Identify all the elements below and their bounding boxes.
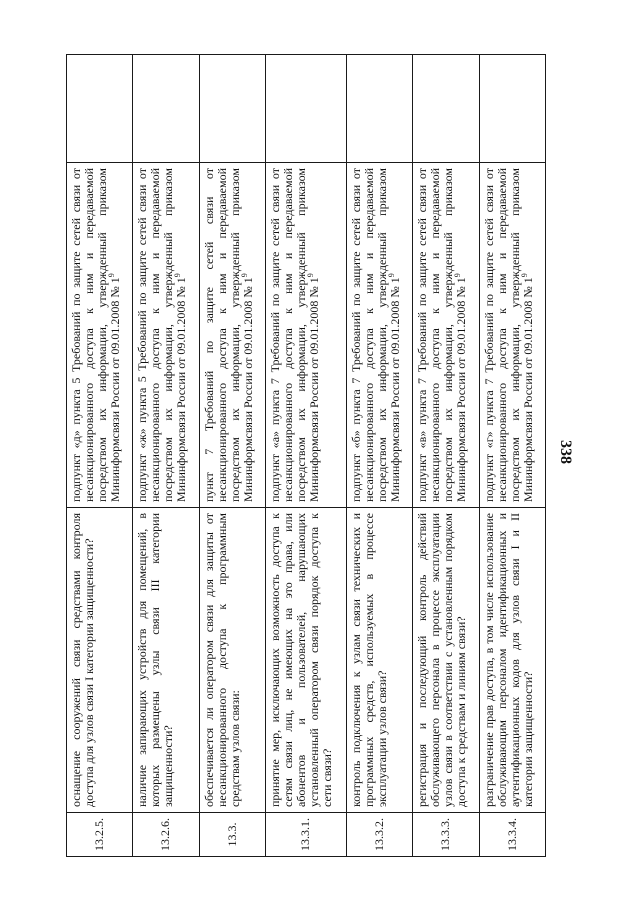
reference-cell <box>479 163 545 508</box>
reference-text: подпункт «в» пункта 7 Требований по защите сетей связи от несанкционированного доступа к ним и передаваемой посредством их информации, утвержденный приказом Мининформсвязи России от 09.01.2008 № 1 <box>415 168 469 502</box>
empty-cell <box>346 55 412 163</box>
reference-cell <box>346 163 412 508</box>
table-row <box>346 55 412 857</box>
empty-cell <box>413 55 479 163</box>
reference-cell <box>67 163 133 508</box>
row-number: 13.3.3. <box>413 813 479 857</box>
question-cell: принятие мер, исключающих возможность доступа к сетям связи лиц, не имеющих на это права, или абонентов и пользователей, нарушающих установленный оператором связи порядок доступа к сети связи? <box>265 508 346 813</box>
question-cell: обеспечивается ли оператором связи для защиты от несанкционированного доступа к программным средствам узлов связи: <box>199 508 265 813</box>
empty-cell <box>479 55 545 163</box>
page-number: 338 <box>557 440 574 464</box>
question-cell: оснащение сооружений связи средствами контроля доступа для узлов связи I категории защищенности? <box>67 508 133 813</box>
footnote-mark: 9 <box>239 273 249 278</box>
row-number: 13.2.6. <box>133 813 199 857</box>
table-row <box>413 55 479 857</box>
empty-cell <box>133 55 199 163</box>
table-row <box>133 55 199 857</box>
reference-text: подпункт «г» пункта 7 Требований по защите сетей связи от несанкционированного доступа к ним и передаваемой посредством их информации, утвержденный приказом Мининформсвязи России от 09.01.2008 № 1 <box>481 168 535 502</box>
reference-cell <box>199 163 265 508</box>
row-number: 13.3.2. <box>346 813 412 857</box>
reference-cell <box>265 163 346 508</box>
footnote-mark: 9 <box>453 273 463 278</box>
reference-cell <box>133 163 199 508</box>
empty-cell <box>199 55 265 163</box>
reference-cell <box>413 163 479 508</box>
question-cell: контроль подключения к узлам связи технических и программных средств, используемых в процессе эксплуатации узлов связи? <box>346 508 412 813</box>
reference-text: подпункт «б» пункта 7 Требований по защите сетей связи от несанкционированного доступа к ним и передаваемой посредством их информации, утвержденный приказом Мининформсвязи России от 09.01.2008 № 1 <box>348 168 402 502</box>
reference-text: подпункт «д» пункта 5 Требований по защите сетей связи от несанкционированного доступа к ним и передаваемой посредством их информации, утвержденный приказом Мининформсвязи России от 09.01.2008 № 1 <box>69 168 122 502</box>
reference-text: подпункт «а» пункта 7 Требований по защите сетей связи от несанкционированного доступа к ним и передаваемой посредством их информации, утвержденный приказом Мининформсвязи России от 09.01.2008 № 1 <box>267 168 321 502</box>
row-number: 13.2.5. <box>67 813 133 857</box>
table-row <box>199 55 265 857</box>
reference-text: подпункт «ж» пункта 5 Требований по защите сетей связи от несанкционированного доступа к ним и передаваемой посредством их информации, утвержденный приказом Мининформсвязи России от 09.01.2008 № 1 <box>135 168 189 502</box>
row-number: 13.3.4. <box>479 813 545 857</box>
rotated-table-container <box>66 55 546 857</box>
footnote-mark: 9 <box>107 273 116 278</box>
empty-cell <box>67 55 133 163</box>
footnote-mark: 9 <box>386 273 396 278</box>
footnote-mark: 9 <box>305 273 315 278</box>
question-cell: разграничение прав доступа, в том числе использование обслуживающим персоналом идентификационных и аутентификационных кодов для узлов связи I и II категории защищенности? <box>479 508 545 813</box>
question-cell: наличие запирающих устройств для помещений, в которых размещены узлы связи III категории защищенности? <box>133 508 199 813</box>
question-cell: регистрация и последующий контроль действий обслуживающего персонала в процессе эксплуатации узлов связи в соответствии с установленным порядком доступа к средствам и линиям связи? <box>413 508 479 813</box>
footnote-mark: 9 <box>519 273 529 278</box>
row-number: 13.3.1. <box>265 813 346 857</box>
reference-text: пункт 7 Требований по защите сетей связи от несанкционированного доступа к ним и передаваемой посредством их информации, утвержденный приказом Мининформсвязи России от 09.01.2008 № 1 <box>201 168 255 502</box>
empty-cell <box>265 55 346 163</box>
row-number: 13.3. <box>199 813 265 857</box>
table-row <box>67 55 133 857</box>
requirements-table <box>66 54 546 857</box>
table-row <box>265 55 346 857</box>
table-row <box>479 55 545 857</box>
footnote-mark: 9 <box>173 273 183 278</box>
